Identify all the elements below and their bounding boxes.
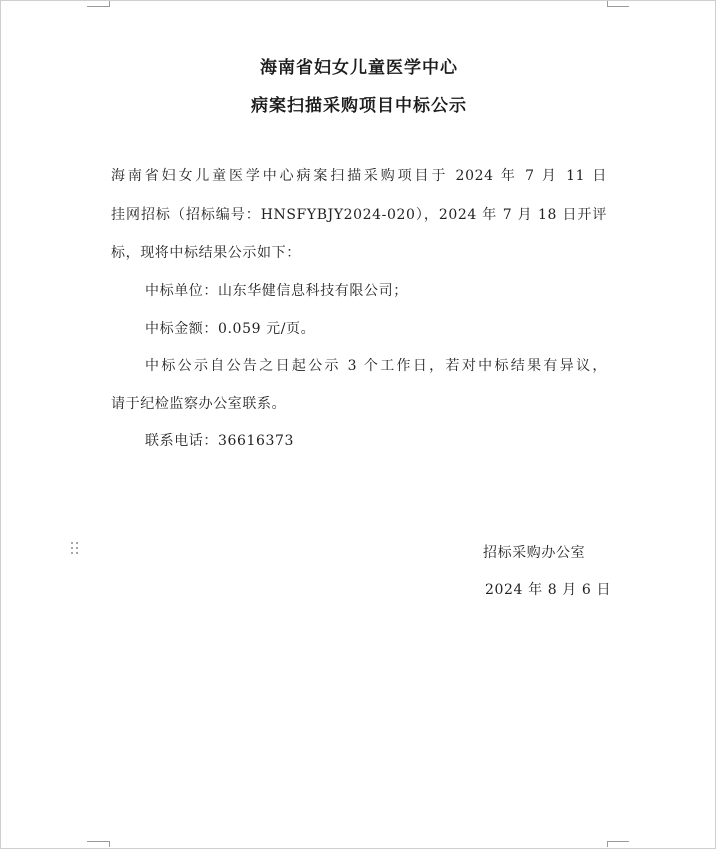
crop-mark	[607, 6, 629, 7]
body-paragraph-2-line-1: 中标公示自公告之日起公示 3 个工作日，若对中标结果有异议，	[145, 358, 607, 374]
signature-date: 2024 年 8 月 6 日	[485, 582, 612, 598]
crop-mark	[109, 1, 110, 7]
crop-mark	[87, 6, 109, 7]
document-title-line2: 病案扫描采购项目中标公示	[251, 96, 467, 116]
phone-line: 联系电话：36616373	[145, 433, 295, 449]
body-paragraph-2-line-2: 请于纪检监察办公室联系。	[111, 396, 287, 412]
document-title-line1: 海南省妇女儿童医学中心	[260, 58, 458, 78]
signature-office: 招标采购办公室	[483, 545, 586, 561]
crop-mark	[607, 841, 629, 842]
amount-line: 中标金额：0.059 元/页。	[145, 321, 316, 337]
crop-mark	[109, 841, 110, 847]
crop-mark	[607, 841, 608, 847]
body-paragraph-1-line-3: 标，现将中标结果公示如下：	[111, 245, 301, 261]
body-paragraph-1-line-2: 挂网招标（招标编号：HNSFYBJY2024-020），2024 年 7 月 18 日开评	[111, 207, 607, 223]
drag-handle-icon[interactable]	[71, 542, 81, 556]
winner-line: 中标单位：山东华健信息科技有限公司；	[145, 283, 408, 299]
body-paragraph-1-line-1: 海南省妇女儿童医学中心病案扫描采购项目于 2024 年 7 月 11 日	[111, 168, 607, 184]
crop-mark	[607, 1, 608, 7]
crop-mark	[87, 841, 109, 842]
